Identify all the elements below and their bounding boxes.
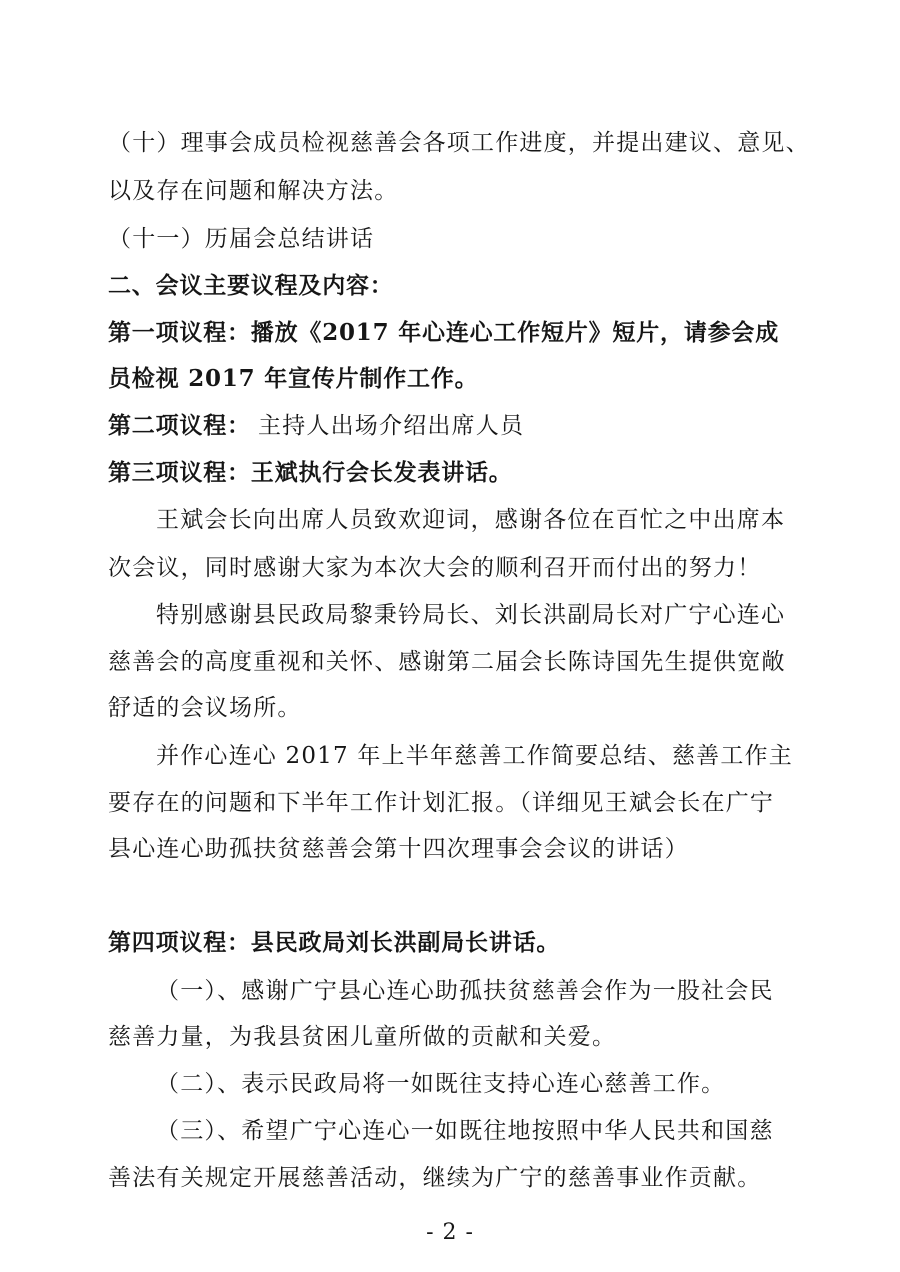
text-line: （十一）历届会总结讲话 [108,226,375,252]
paragraph-line: （二）、表示民政局将一如既往支持心连心慈善工作。 [156,1071,726,1097]
agenda-item-heading: 第三项议程：王斌执行会长发表讲话。 [108,459,513,486]
agenda-item-text: 主持人出场介绍出席人员 [258,413,525,439]
paragraph-line: 慈善会的高度重视和关怀、感谢第二届会长陈诗国先生提供宽敞 [108,649,786,675]
paragraph-line: 舒适的会议场所。 [108,695,302,721]
paragraph-line: 要存在的问题和下半年工作计划汇报。（详细见王斌会长在广宁 [108,790,775,816]
paragraph-line: 并作心连心 2017 年上半年慈善工作简要总结、慈善工作主 [156,743,793,769]
page-number: - 2 - [426,1220,474,1245]
agenda-item-heading-cont: 员检视 2017 年宣传片制作工作。 [108,365,479,392]
paragraph-line: 次会议，同时感谢大家为本次大会的顺利召开而付出的努力！ [108,555,762,581]
paragraph-line: 县心连心助孤扶贫慈善会第十四次理事会会议的讲话） [108,836,689,862]
paragraph-line: （三）、希望广宁心连心一如既往地按照中华人民共和国慈 [156,1118,774,1144]
text-line: 以及存在问题和解决方法。 [108,178,399,204]
agenda-item-heading: 第四项议程：县民政局刘长洪副局长讲话。 [108,929,561,956]
agenda-item-heading: 第一项议程：播放《2017 年心连心工作短片》短片，请参会成 [108,319,780,346]
section-heading: 二、会议主要议程及内容： [108,272,394,299]
paragraph-line: 特别感谢县民政局黎秉钤局长、刘长洪副局长对广宁心连心 [156,602,786,628]
paragraph-line: （一）、感谢广宁县心连心助孤扶贫慈善会作为一股社会民 [156,978,774,1004]
paragraph-line: 王斌会长向出席人员致欢迎词，感谢各位在百忙之中出席本 [156,507,786,533]
text-line: （十）理事会成员检视慈善会各项工作进度，并提出建议、意见、 [108,130,810,156]
agenda-item-label: 第二项议程： [108,412,251,439]
paragraph-line: 善法有关规定开展慈善活动，继续为广宁的慈善事业作贡献。 [108,1165,762,1191]
paragraph-line: 慈善力量，为我县贫困儿童所做的贡献和关爱。 [108,1024,617,1050]
